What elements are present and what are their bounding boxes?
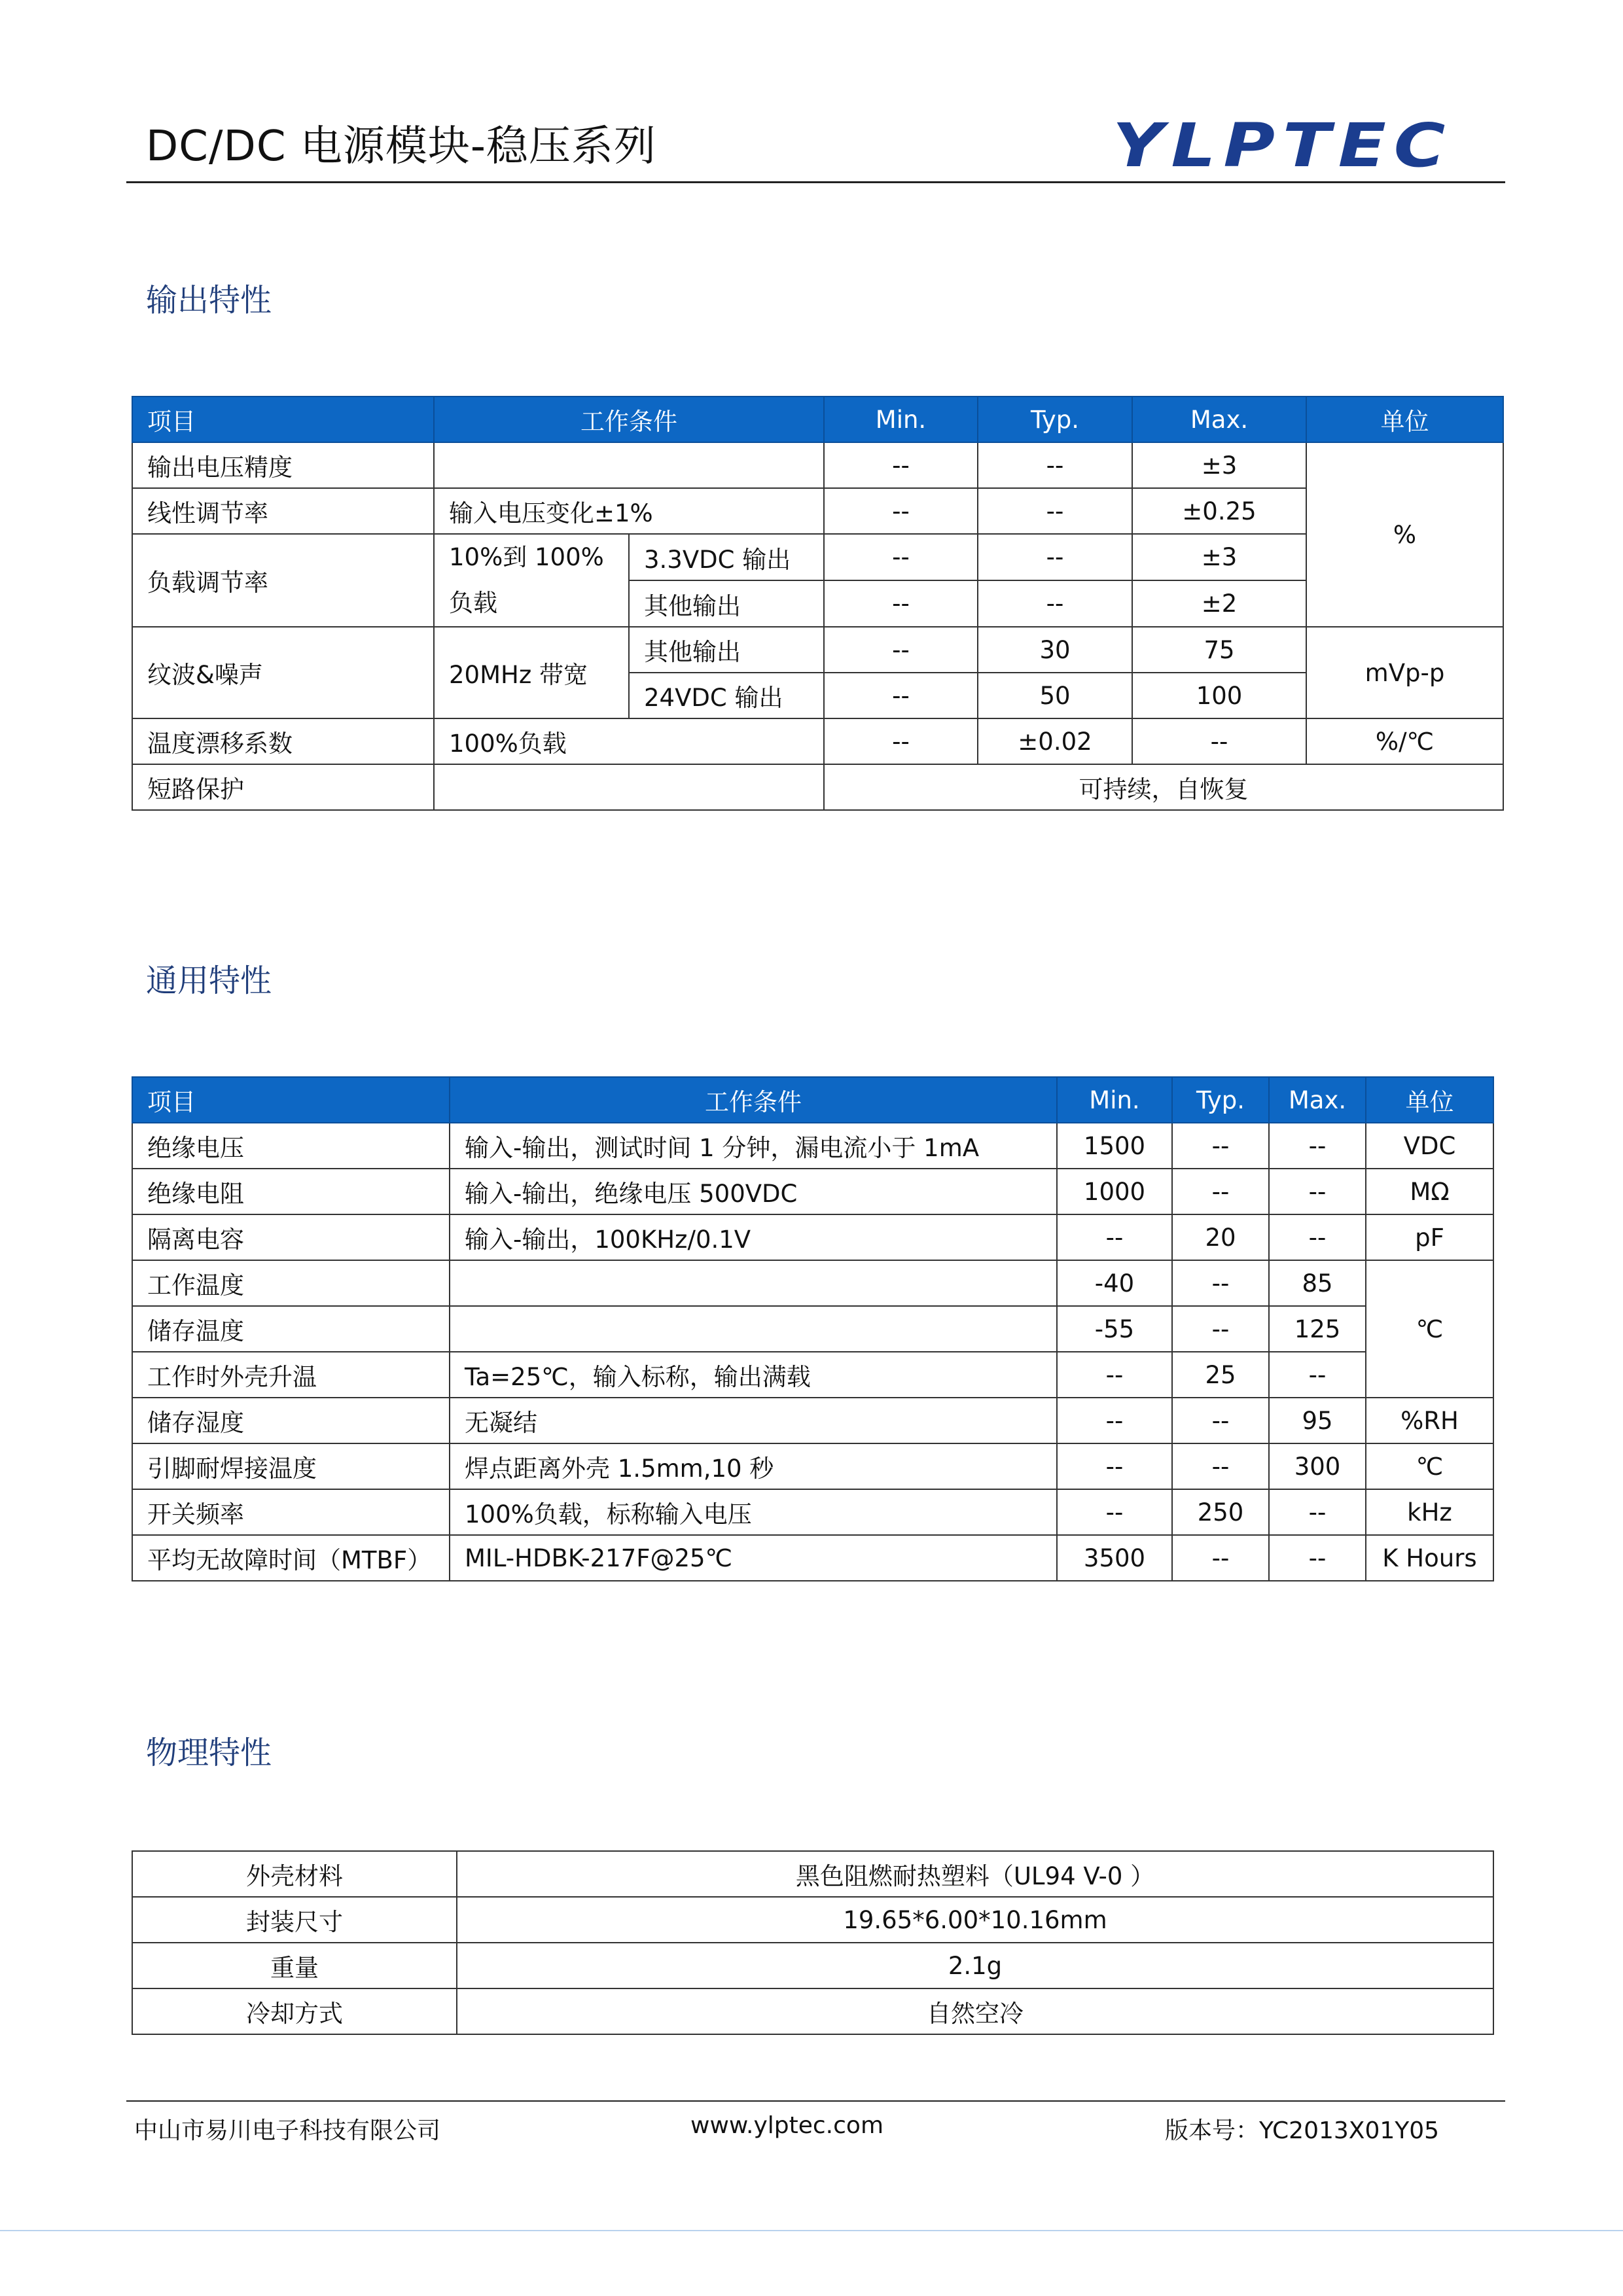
- condition-cell: 输入-输出，测试时间 1 分钟，漏电流小于 1mA: [450, 1123, 1057, 1169]
- header-divider: [126, 181, 1505, 183]
- table-row: [132, 764, 1503, 810]
- unit-cell: K Hours: [1366, 1535, 1493, 1581]
- min-cell: --: [824, 442, 978, 488]
- max-cell: --: [1269, 1169, 1366, 1214]
- footer-website: www.ylptec.com: [690, 2112, 884, 2139]
- min-cell: --: [1057, 1443, 1172, 1489]
- table-row: [132, 488, 1503, 534]
- typ-cell: --: [978, 442, 1132, 488]
- condition-cell: 输入电压变化±1%: [434, 488, 824, 534]
- label-cell: 重量: [132, 1943, 457, 1988]
- value-cell: 黑色阻燃耐热塑料（UL94 V-0 ）: [457, 1851, 1493, 1897]
- item-cell: 温度漂移系数: [132, 718, 434, 764]
- header-cell: Min.: [824, 397, 978, 442]
- unit-cell: ℃: [1366, 1443, 1493, 1489]
- condition-cell: 输入-输出，绝缘电压 500VDC: [450, 1169, 1057, 1214]
- unit-cell: ℃: [1366, 1260, 1493, 1398]
- typ-cell: 50: [978, 673, 1132, 718]
- condition-cell: [450, 1306, 1057, 1352]
- item-cell: 隔离电容: [132, 1214, 450, 1260]
- max-cell: 100: [1132, 673, 1306, 718]
- typ-cell: --: [1172, 1169, 1269, 1214]
- header-cell: Typ.: [1172, 1077, 1269, 1123]
- typ-cell: 250: [1172, 1489, 1269, 1535]
- max-cell: 85: [1269, 1260, 1366, 1306]
- footer-divider: [126, 2100, 1505, 2102]
- unit-cell: pF: [1366, 1214, 1493, 1260]
- item-cell: 绝缘电阻: [132, 1169, 450, 1214]
- condition-cell: 100%负载，标称输入电压: [450, 1489, 1057, 1535]
- min-cell: 1000: [1057, 1169, 1172, 1214]
- max-cell: 95: [1269, 1398, 1366, 1443]
- max-cell: ±2: [1132, 580, 1306, 627]
- min-cell: --: [1057, 1489, 1172, 1535]
- page-title: DC/DC 电源模块-稳压系列: [146, 122, 656, 171]
- max-cell: --: [1269, 1123, 1366, 1169]
- label-cell: 外壳材料: [132, 1851, 457, 1897]
- min-cell: 3500: [1057, 1535, 1172, 1581]
- max-cell: ±3: [1132, 442, 1306, 488]
- item-cell: 线性调节率: [132, 488, 434, 534]
- header-cell: 工作条件: [450, 1077, 1057, 1123]
- item-cell: 引脚耐焊接温度: [132, 1443, 450, 1489]
- header-cell: 单位: [1366, 1077, 1493, 1123]
- header-cell: Typ.: [978, 397, 1132, 442]
- max-cell: --: [1269, 1352, 1366, 1398]
- min-cell: --: [824, 627, 978, 673]
- max-cell: ±3: [1132, 534, 1306, 580]
- min-cell: --: [1057, 1214, 1172, 1260]
- item-cell: 负载调节率: [132, 534, 434, 627]
- table-row: [132, 442, 1503, 488]
- physical-table: [132, 1850, 1494, 2035]
- sub-condition-cell: 3.3VDC 输出: [629, 534, 824, 580]
- header-cell: Max.: [1269, 1077, 1366, 1123]
- typ-cell: --: [978, 534, 1132, 580]
- condition-cell: 20MHz 带宽: [434, 627, 629, 718]
- min-cell: -55: [1057, 1306, 1172, 1352]
- table-row: [132, 1398, 1493, 1443]
- sub-condition-cell: 其他输出: [629, 627, 824, 673]
- condition-cell: 无凝结: [450, 1398, 1057, 1443]
- header-cell: 单位: [1306, 397, 1503, 442]
- condition-cell: 10%到 100%负载: [434, 534, 629, 627]
- unit-cell: %/℃: [1306, 718, 1503, 764]
- unit-cell: MΩ: [1366, 1169, 1493, 1214]
- table-header-row: [132, 1077, 1493, 1123]
- unit-cell: kHz: [1366, 1489, 1493, 1535]
- label-cell: 冷却方式: [132, 1988, 457, 2034]
- min-cell: --: [824, 580, 978, 627]
- table-row: [132, 1988, 1493, 2034]
- min-cell: --: [824, 534, 978, 580]
- sub-condition-cell: 24VDC 输出: [629, 673, 824, 718]
- max-cell: --: [1269, 1535, 1366, 1581]
- table-row: [132, 1352, 1493, 1398]
- table-row: [132, 1214, 1493, 1260]
- table-row: [132, 1443, 1493, 1489]
- item-cell: 纹波&噪声: [132, 627, 434, 718]
- max-cell: 125: [1269, 1306, 1366, 1352]
- item-cell: 工作时外壳升温: [132, 1352, 450, 1398]
- item-cell: 平均无故障时间（MTBF）: [132, 1535, 450, 1581]
- item-cell: 工作温度: [132, 1260, 450, 1306]
- table-row: [132, 718, 1503, 764]
- unit-cell: %RH: [1366, 1398, 1493, 1443]
- typ-cell: --: [978, 488, 1132, 534]
- min-cell: --: [1057, 1352, 1172, 1398]
- min-cell: -40: [1057, 1260, 1172, 1306]
- header-cell: Min.: [1057, 1077, 1172, 1123]
- header-cell: 工作条件: [434, 397, 824, 442]
- label-cell: 封装尺寸: [132, 1897, 457, 1943]
- table-row: [132, 1489, 1493, 1535]
- min-cell: --: [824, 673, 978, 718]
- item-cell: 开关频率: [132, 1489, 450, 1535]
- min-cell: --: [824, 488, 978, 534]
- table-row: [132, 1169, 1493, 1214]
- value-cell: 2.1g: [457, 1943, 1493, 1988]
- section-title-output: 输出特性: [146, 282, 272, 319]
- condition-cell: MIL-HDBK-217F@25℃: [450, 1535, 1057, 1581]
- condition-cell: Ta=25℃，输入标称，输出满载: [450, 1352, 1057, 1398]
- header-cell: 项目: [132, 397, 434, 442]
- header-cell: 项目: [132, 1077, 450, 1123]
- footer-company: 中山市易川电子科技有限公司: [134, 2117, 441, 2144]
- unit-cell: VDC: [1366, 1123, 1493, 1169]
- typ-cell: --: [1172, 1443, 1269, 1489]
- value-cell: 19.65*6.00*10.16mm: [457, 1897, 1493, 1943]
- section-title-general: 通用特性: [146, 963, 272, 999]
- table-row: [132, 627, 1503, 673]
- item-cell: 绝缘电压: [132, 1123, 450, 1169]
- header-cell: Max.: [1132, 397, 1306, 442]
- item-cell: 短路保护: [132, 764, 434, 810]
- max-cell: --: [1269, 1214, 1366, 1260]
- condition-cell: 焊点距离外壳 1.5mm,10 秒: [450, 1443, 1057, 1489]
- typ-cell: ±0.02: [978, 718, 1132, 764]
- item-cell: 储存湿度: [132, 1398, 450, 1443]
- table-row: [132, 1260, 1493, 1306]
- condition-cell: 100%负载: [434, 718, 824, 764]
- logo-text: YLPTEC: [1113, 116, 1453, 175]
- typ-cell: --: [1172, 1123, 1269, 1169]
- table-row: [132, 1897, 1493, 1943]
- unit-cell: mVp-p: [1306, 627, 1503, 718]
- max-cell: 300: [1269, 1443, 1366, 1489]
- table-row: [132, 1123, 1493, 1169]
- max-cell: --: [1132, 718, 1306, 764]
- value-cell: 自然空冷: [457, 1988, 1493, 2034]
- typ-cell: --: [1172, 1398, 1269, 1443]
- typ-cell: --: [1172, 1535, 1269, 1581]
- typ-cell: --: [978, 580, 1132, 627]
- table-header-row: [132, 397, 1503, 442]
- footer-version: 版本号：YC2013X01Y05: [1165, 2117, 1440, 2144]
- ylptec-logo: [1113, 116, 1459, 175]
- table-row: [132, 1851, 1493, 1897]
- table-row: [132, 534, 1503, 580]
- value-cell: 可持续，自恢复: [824, 764, 1503, 810]
- general-table: [132, 1076, 1494, 1581]
- min-cell: 1500: [1057, 1123, 1172, 1169]
- typ-cell: 20: [1172, 1214, 1269, 1260]
- condition-cell: 输入-输出，100KHz/0.1V: [450, 1214, 1057, 1260]
- max-cell: 75: [1132, 627, 1306, 673]
- table-row: [132, 1535, 1493, 1581]
- max-cell: ±0.25: [1132, 488, 1306, 534]
- condition-cell: [434, 764, 824, 810]
- unit-cell: %: [1306, 442, 1503, 627]
- table-row: [132, 1306, 1493, 1352]
- min-cell: --: [1057, 1398, 1172, 1443]
- condition-cell: [434, 442, 824, 488]
- min-cell: --: [824, 718, 978, 764]
- item-cell: 储存温度: [132, 1306, 450, 1352]
- max-cell: --: [1269, 1489, 1366, 1535]
- typ-cell: --: [1172, 1306, 1269, 1352]
- typ-cell: 25: [1172, 1352, 1269, 1398]
- typ-cell: 30: [978, 627, 1132, 673]
- item-cell: 输出电压精度: [132, 442, 434, 488]
- output-table: [132, 396, 1504, 811]
- table-row: [132, 1943, 1493, 1988]
- typ-cell: --: [1172, 1260, 1269, 1306]
- section-title-physical: 物理特性: [146, 1735, 272, 1771]
- condition-cell: [450, 1260, 1057, 1306]
- sub-condition-cell: 其他输出: [629, 580, 824, 627]
- page-bottom-rule: [0, 2230, 1623, 2231]
